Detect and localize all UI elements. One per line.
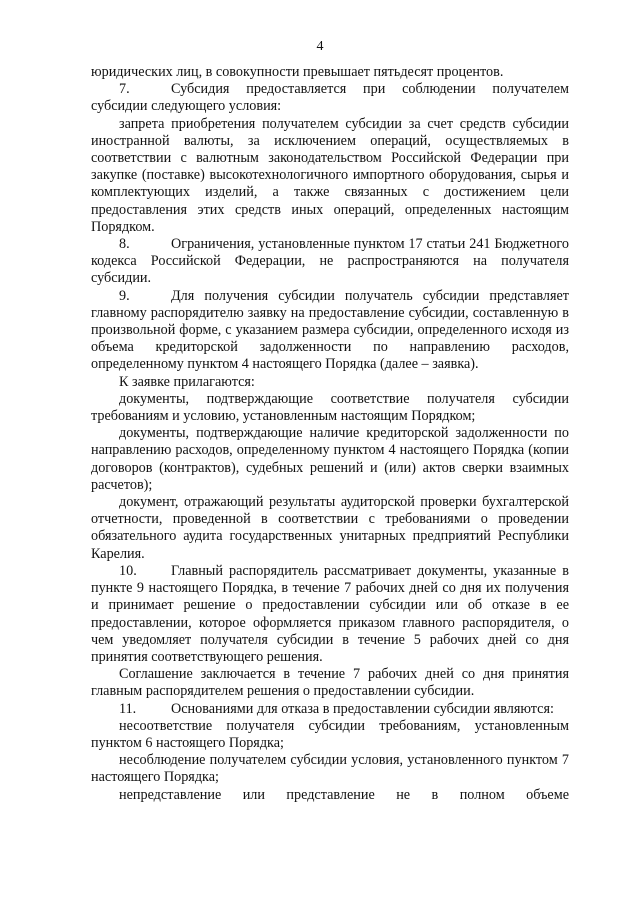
paragraph-attachments-intro: К заявке прилагаются: <box>119 373 255 390</box>
clause-text: Ограничения, установленные пунктом 17 статьи 241 Бюджетного кодекса Российской Федерации, не распространяются на получателя субсидии. <box>91 236 569 287</box>
clause-text: Главный распорядитель рассматривает документы, указанные в пункте 9 настоящего Порядка, в течение 7 рабочих дней со дня их получения и принимает решение о предоставлении субсидии или об отказе в ее предоставлении, которое оформляется приказом главного распорядителя, о чем уведомляет получателя субсидии в течение 5 рабочих дней со дня принятия соответствующего решения. <box>91 562 569 665</box>
document-body <box>91 64 569 804</box>
clause-text: Для получения субсидии получатель субсидии представляет главному распорядителю заявку на предоставление субсидии, составленную в произвольной форме, с указанием размера субсидии, определенного исходя из объема кредиторской задолженности по направлению расходов, определенному пунктом 4 настоящего Порядка (далее – заявка). <box>91 287 569 373</box>
clause-8 <box>91 236 569 288</box>
paragraph-currency-restriction: запрета приобретения получателем субсидии за счет средств субсидии иностранной валюты, за исключением операций, осуществляемых в соответствии с валютным законодательством Российской Федерации при закупке (поставке) высокотехнологичного импортного оборудования, сырья и комплектующих изделий, а также связанных с достижением цели предоставления этих средств иных операций, определенных настоящим Порядком. <box>91 115 569 235</box>
clause-number: 11. <box>119 700 137 717</box>
clause-number: 9. <box>119 287 130 304</box>
paragraph-agreement: Соглашение заключается в течение 7 рабочих дней со дня принятия главным распорядителем решения о предоставлении субсидии. <box>91 666 569 700</box>
clause-7 <box>91 81 569 115</box>
clause-number: 7. <box>119 81 130 98</box>
paragraph-attachment-3: документ, отражающий результаты аудиторской проверки бухгалтерской отчетности, проведенной в соответствии с требованиями о проведении обязательного аудита государственных унитарных предприятий Республики Карелия. <box>91 494 569 562</box>
paragraph-refusal-ground-3: непредставление или представление не в полном объеме <box>119 786 569 803</box>
paragraph-refusal-ground-2: несоблюдение получателем субсидии условия, установленного пунктом 7 настоящего Порядка; <box>91 752 569 786</box>
paragraph-refusal-ground-1: несоответствие получателя субсидии требованиям, установленным пунктом 6 настоящего Порядка; <box>91 717 569 751</box>
clause-10 <box>91 563 569 666</box>
paragraph-continuation: юридических лиц, в совокупности превышает пятьдесят процентов. <box>91 64 504 80</box>
clause-number: 10. <box>119 562 137 579</box>
clause-number: 8. <box>119 236 130 253</box>
clause-11 <box>91 701 569 718</box>
paragraph-attachment-1: документы, подтверждающие соответствие получателя субсидии требованиям и условию, установленным настоящим Порядком; <box>91 390 569 425</box>
paragraph-attachment-2: документы, подтверждающие наличие кредиторской задолженности по направлению расходов, определенному пунктом 4 настоящего Порядка (копии договоров (контрактов), судебных решений и (или) актов сверки взаимных расчетов); <box>91 425 569 493</box>
clause-text: Субсидия предоставляется при соблюдении получателем субсидии следующего условия: <box>91 81 569 115</box>
clause-text: Основаниями для отказа в предоставлении субсидии являются: <box>171 700 554 717</box>
page-number: 4 <box>316 39 324 54</box>
clause-9 <box>91 288 569 374</box>
